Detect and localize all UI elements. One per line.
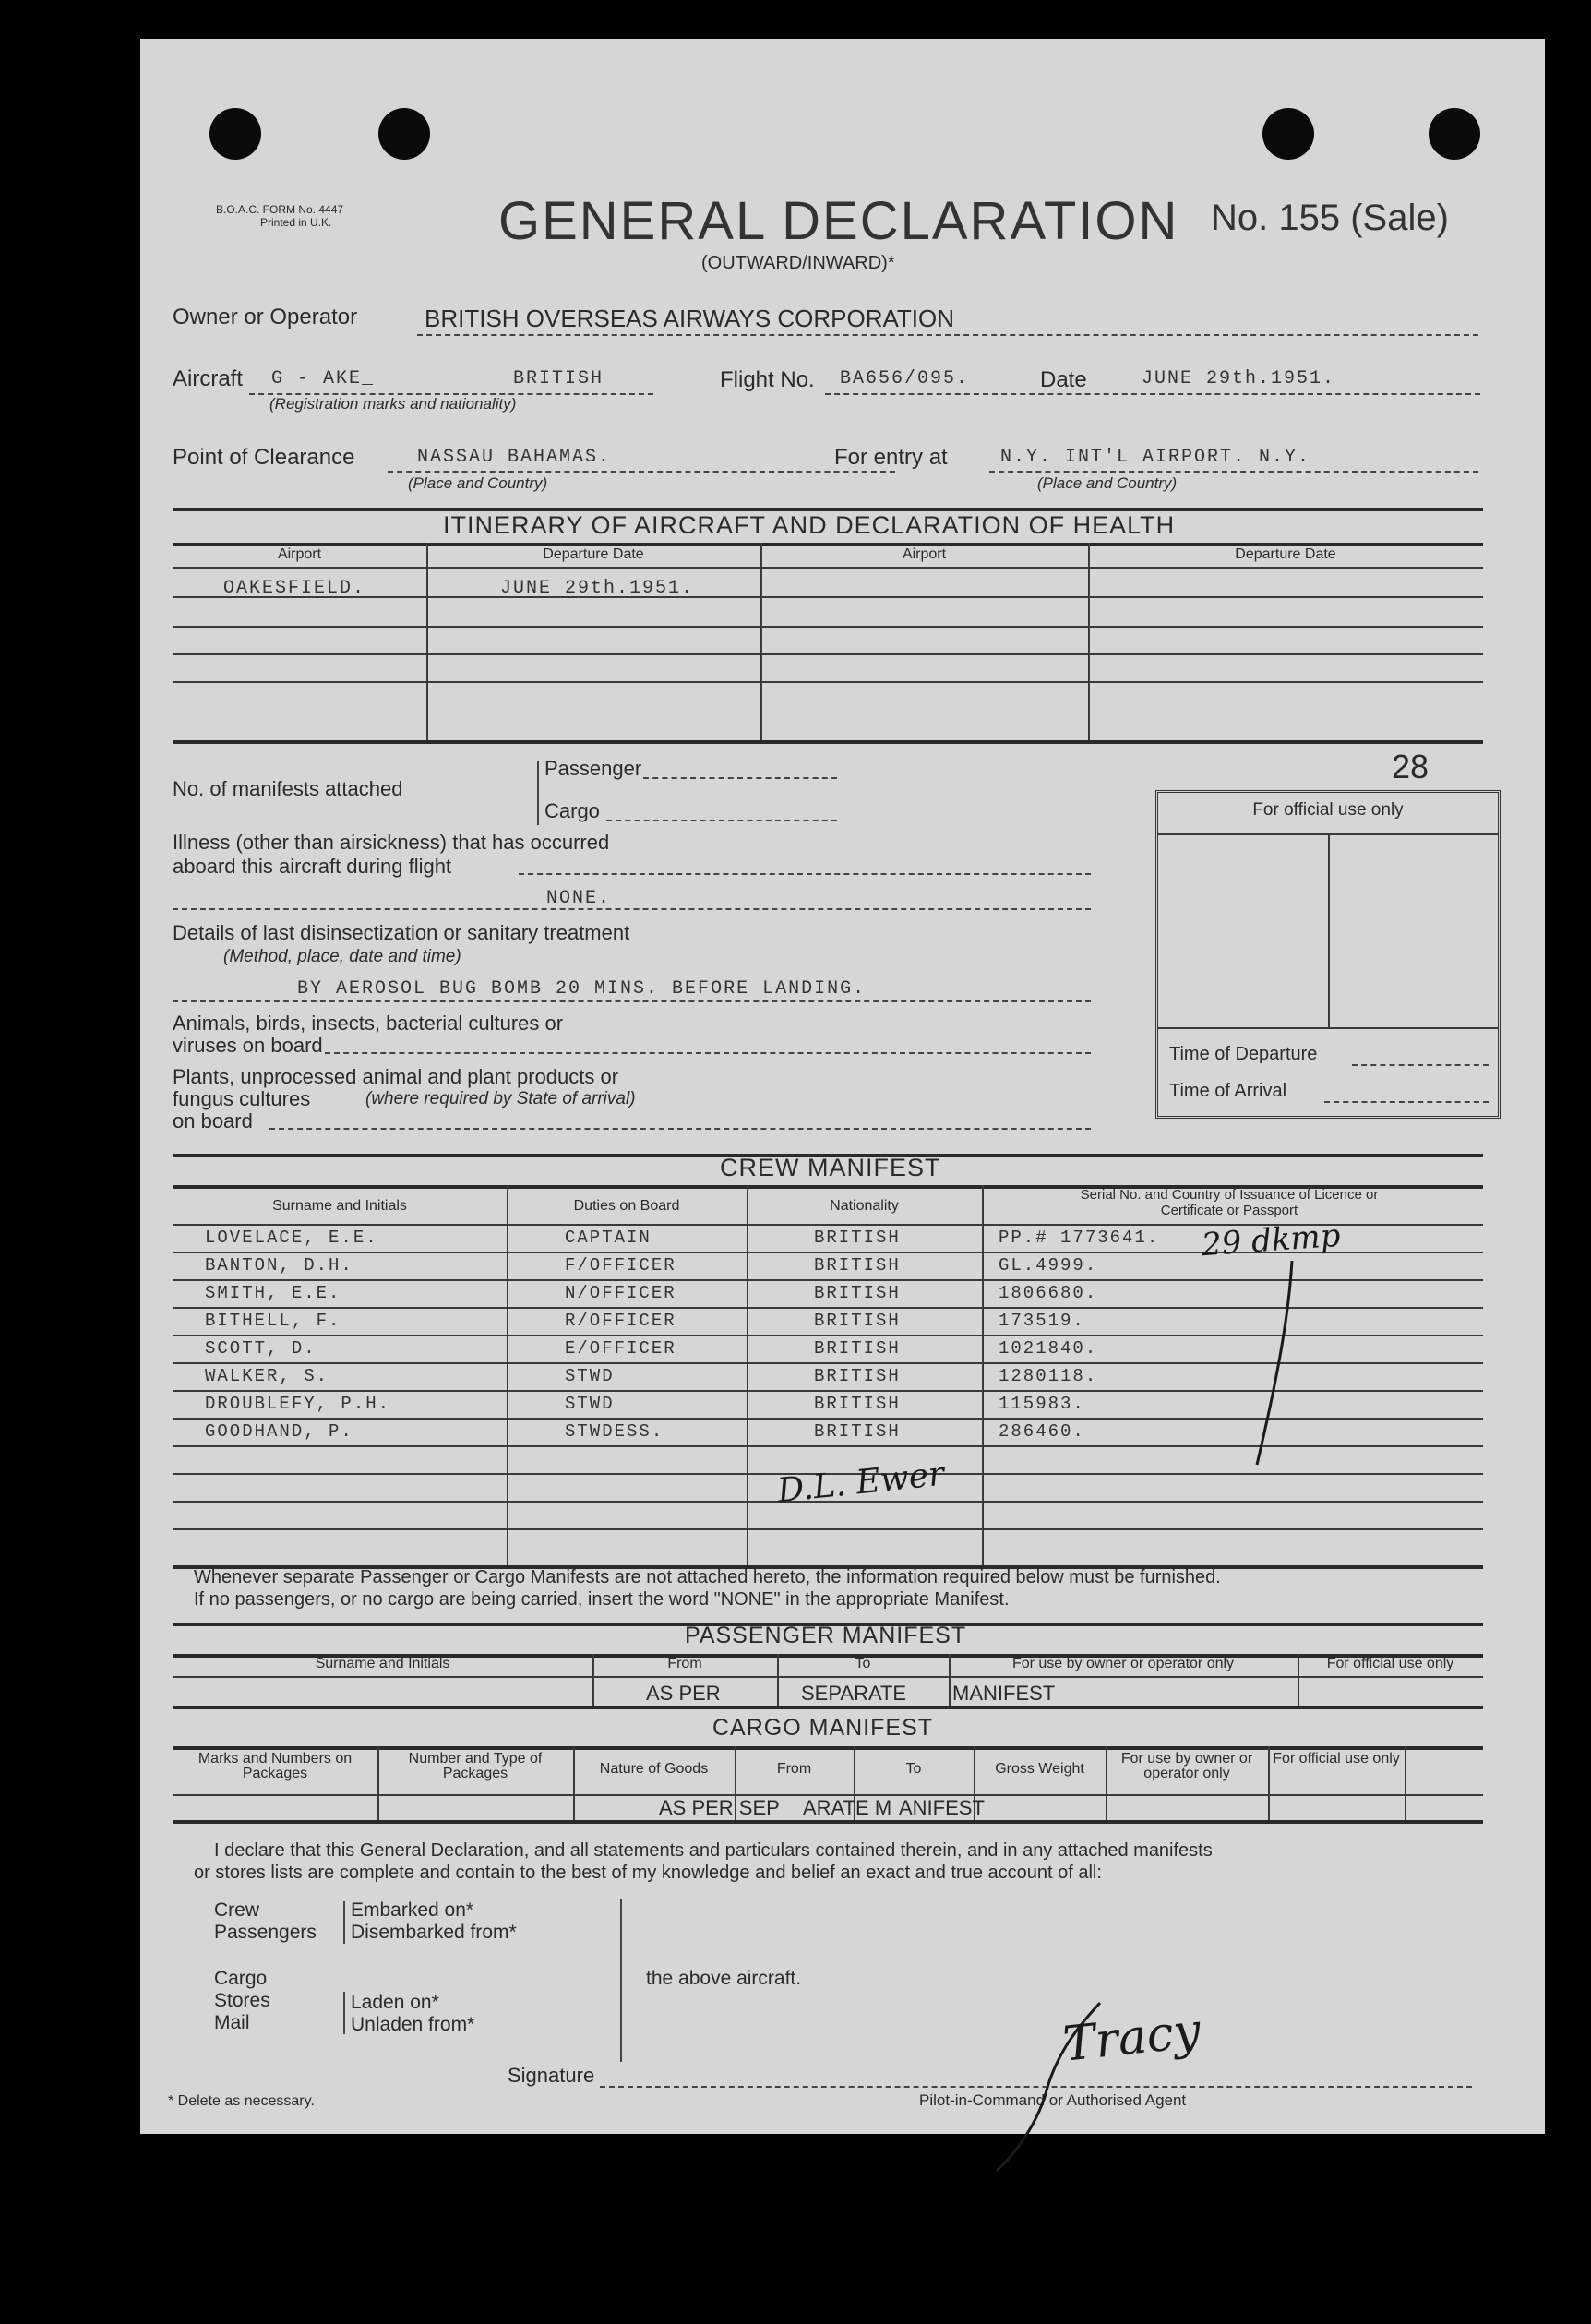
notice-line-2: If no passengers, or no cargo are being carried, insert the word "NONE" in the appropriate Manifest. (194, 1589, 1010, 1610)
crew-manifest-title: CREW MANIFEST (720, 1154, 941, 1181)
itinerary-header-airport-1: Airport (277, 546, 322, 562)
animals-label-2: viruses on board (173, 1034, 323, 1057)
plants-label-1: Plants, unprocessed animal and plant products or (173, 1065, 619, 1088)
crew-nationality: BRITISH (814, 1311, 901, 1331)
illness-value: NONE. (546, 888, 612, 909)
crew-duty: STWD (565, 1394, 615, 1414)
initials-signature: D.L. Ewer (775, 1455, 947, 1511)
cargo-value-2: ARATE M (803, 1796, 892, 1819)
page-title: GENERAL DECLARATION (498, 191, 1179, 251)
itinerary-header-date-1: Departure Date (543, 546, 644, 562)
manifest-count: 28 (1392, 748, 1430, 785)
crew-name: BANTON, D.H. (205, 1255, 353, 1276)
crew-nationality: BRITISH (814, 1255, 901, 1276)
crew-name: WALKER, S. (205, 1366, 329, 1386)
cargo-value-3: ANIFEST (899, 1796, 985, 1819)
passenger-value-2: SEPARATE (801, 1682, 907, 1705)
itinerary-header-date-2: Departure Date (1235, 546, 1336, 562)
delete-note: * Delete as necessary. (168, 2093, 315, 2109)
handwritten-line (1248, 1257, 1303, 1469)
crew-duty: E/OFFICER (565, 1338, 676, 1359)
crew-name: BITHELL, F. (205, 1311, 341, 1331)
disinsect-caption: (Method, place, date and time) (223, 947, 461, 966)
crew-name: LOVELACE, E.E. (205, 1228, 378, 1248)
decl-passengers-label: Passengers (214, 1922, 317, 1943)
decl-mail-label: Mail (214, 2012, 250, 2033)
crew-duty: CAPTAIN (565, 1228, 652, 1248)
passenger-value-3: MANIFEST (952, 1682, 1056, 1705)
clearance-caption: (Place and Country) (408, 474, 548, 492)
passenger-value-1: AS PER (646, 1682, 721, 1705)
cargo-header-weight: Gross Weight (995, 1761, 1084, 1777)
clearance-value: NASSAU BAHAMAS. (417, 447, 612, 468)
printed-in: Printed in U.K. (260, 216, 332, 229)
passenger-header-official: For official use only (1326, 1656, 1454, 1671)
itinerary-title: ITINERARY OF AIRCRAFT AND DECLARATION OF HEALTH (443, 511, 1176, 539)
aircraft-nationality: BRITISH (513, 368, 604, 389)
crew-serial: 1021840. (999, 1338, 1098, 1359)
crew-serial: 286460. (999, 1421, 1085, 1442)
declaration-line-2: or stores lists are complete and contain to the best of my knowledge and belief an exact and true account of all: (194, 1863, 1102, 1883)
aircraft-label: Aircraft (173, 366, 244, 391)
crew-nationality: BRITISH (814, 1283, 901, 1303)
itinerary-date-1: JUNE 29th.1951. (500, 578, 695, 599)
declaration-number: No. 155 (Sale) (1211, 198, 1449, 238)
passenger-header-name: Surname and Initials (315, 1656, 450, 1671)
decl-stores-label: Stores (214, 1990, 270, 2011)
subtitle: (OUTWARD/INWARD)* (701, 253, 895, 273)
animals-label-1: Animals, birds, insects, bacterial cultures or (173, 1012, 564, 1035)
decl-disembarked-label: Disembarked from* (351, 1922, 517, 1943)
crew-duty: F/OFFICER (565, 1255, 676, 1276)
passenger-manifest-title: PASSENGER MANIFEST (685, 1623, 967, 1648)
date-label: Date (1040, 367, 1087, 392)
cargo-header-official: For official use only (1273, 1751, 1400, 1767)
signature-stroke (989, 1995, 1118, 2180)
form-sheet (140, 39, 1545, 2134)
cargo-manifest-title: CARGO MANIFEST (712, 1715, 934, 1741)
crew-serial: 173519. (999, 1311, 1085, 1331)
manifest-cargo-label: Cargo (544, 799, 600, 822)
clearance-label: Point of Clearance (173, 445, 355, 470)
registration-caption: (Registration marks and nationality) (269, 395, 517, 413)
crew-serial: 115983. (999, 1394, 1085, 1414)
decl-crew-label: Crew (214, 1899, 260, 1921)
passenger-header-to: To (855, 1656, 871, 1671)
punch-hole-3 (1262, 108, 1314, 160)
flight-date: JUNE 29th.1951. (1142, 368, 1336, 389)
crew-name: DROUBLEFY, P.H. (205, 1394, 391, 1414)
illness-label-1: Illness (other than airsickness) that has occurred (173, 831, 610, 854)
crew-nationality: BRITISH (814, 1394, 901, 1414)
form-number: B.O.A.C. FORM No. 4447 (216, 203, 344, 216)
punch-hole-4 (1429, 108, 1480, 160)
flight-number: BA656/095. (840, 368, 970, 389)
crew-name: GOODHAND, P. (205, 1421, 353, 1442)
passenger-header-owner: For use by owner or operator only (1011, 1656, 1235, 1671)
disinsect-label: Details of last disinsectization or sanitary treatment (173, 921, 630, 944)
illness-label-2: aboard this aircraft during flight (173, 855, 452, 878)
cargo-value-1: AS PER SEP (659, 1796, 780, 1819)
crew-header-nationality: Nationality (830, 1198, 899, 1214)
notice-line-1: Whenever separate Passenger or Cargo Manifests are not attached hereto, the information required below must be furnished. (194, 1567, 1221, 1587)
aircraft-registration: G - AKE_ (271, 368, 376, 389)
decl-unladen-label: Unladen from* (351, 2014, 475, 2035)
plants-label-2: fungus cultures (173, 1087, 311, 1110)
crew-nationality: BRITISH (814, 1228, 901, 1248)
passenger-header-from: From (667, 1656, 702, 1671)
time-of-departure-label: Time of Departure (1169, 1044, 1318, 1064)
entry-value: N.Y. INT'L AIRPORT. N.Y. (1000, 447, 1311, 468)
official-box-title: For official use only (1252, 800, 1404, 820)
punch-hole-2 (378, 108, 430, 160)
decl-cargo-label: Cargo (214, 1968, 268, 1989)
signature-label: Signature (508, 2064, 595, 2087)
crew-name: SMITH, E.E. (205, 1283, 341, 1303)
crew-nationality: BRITISH (814, 1421, 901, 1442)
crew-duty: STWDESS. (565, 1421, 664, 1442)
crew-header-serial: Serial No. and Country of Issuance of Licence or Certificate or Passport (1080, 1187, 1379, 1218)
cargo-header-to: To (905, 1761, 922, 1777)
decl-laden-label: Laden on* (351, 1992, 439, 2013)
manifest-passenger-label: Passenger (544, 757, 642, 780)
manifests-label: No. of manifests attached (173, 777, 403, 800)
signature-caption: Pilot-in-Command or Authorised Agent (919, 2091, 1187, 2109)
crew-duty: STWD (565, 1366, 615, 1386)
crew-header-name: Surname and Initials (272, 1198, 407, 1214)
cargo-header-marks: Marks and Numbers on Packages (197, 1751, 353, 1781)
crew-name: SCOTT, D. (205, 1338, 317, 1359)
crew-serial: 1280118. (999, 1366, 1098, 1386)
decl-above-aircraft: the above aircraft. (646, 1968, 802, 1989)
plants-label-3: on board (173, 1109, 253, 1132)
cargo-header-goods: Nature of Goods (599, 1761, 709, 1777)
crew-duty: N/OFFICER (565, 1283, 676, 1303)
crew-serial: GL.4999. (999, 1255, 1098, 1276)
crew-serial: 1806680. (999, 1283, 1098, 1303)
handwritten-note: 29 dkmp (1200, 1216, 1342, 1264)
entry-caption: (Place and Country) (1037, 474, 1178, 492)
itinerary-airport-1: OAKESFIELD. (223, 578, 366, 599)
itinerary-header-airport-2: Airport (902, 546, 947, 562)
declaration-line-1: I declare that this General Declaration, and all statements and particulars contained therein, and in any attached manifests (214, 1840, 1213, 1861)
crew-header-duties: Duties on Board (573, 1198, 680, 1214)
crew-duty: R/OFFICER (565, 1311, 676, 1331)
cargo-header-number: Number and Type of Packages (408, 1751, 543, 1781)
official-use-box (1155, 790, 1501, 1119)
owner-value: BRITISH OVERSEAS AIRWAYS CORPORATION (425, 305, 955, 332)
decl-embarked-label: Embarked on* (351, 1899, 474, 1921)
disinsect-value: BY AEROSOL BUG BOMB 20 MINS. BEFORE LANDING. (297, 978, 867, 1000)
time-of-arrival-label: Time of Arrival (1169, 1081, 1287, 1101)
flight-label: Flight No. (720, 367, 815, 392)
cargo-header-from: From (776, 1761, 812, 1777)
crew-nationality: BRITISH (814, 1366, 901, 1386)
plants-caption: (where required by State of arrival) (365, 1089, 636, 1108)
cargo-header-owner: For use by owner or operator only (1120, 1751, 1253, 1781)
entry-label: For entry at (834, 445, 948, 470)
crew-serial: PP.# 1773641. (999, 1228, 1160, 1248)
pilot-signature: Tracy (1060, 2003, 1203, 2073)
crew-nationality: BRITISH (814, 1338, 901, 1359)
owner-label: Owner or Operator (173, 305, 358, 329)
punch-hole-1 (209, 108, 261, 160)
